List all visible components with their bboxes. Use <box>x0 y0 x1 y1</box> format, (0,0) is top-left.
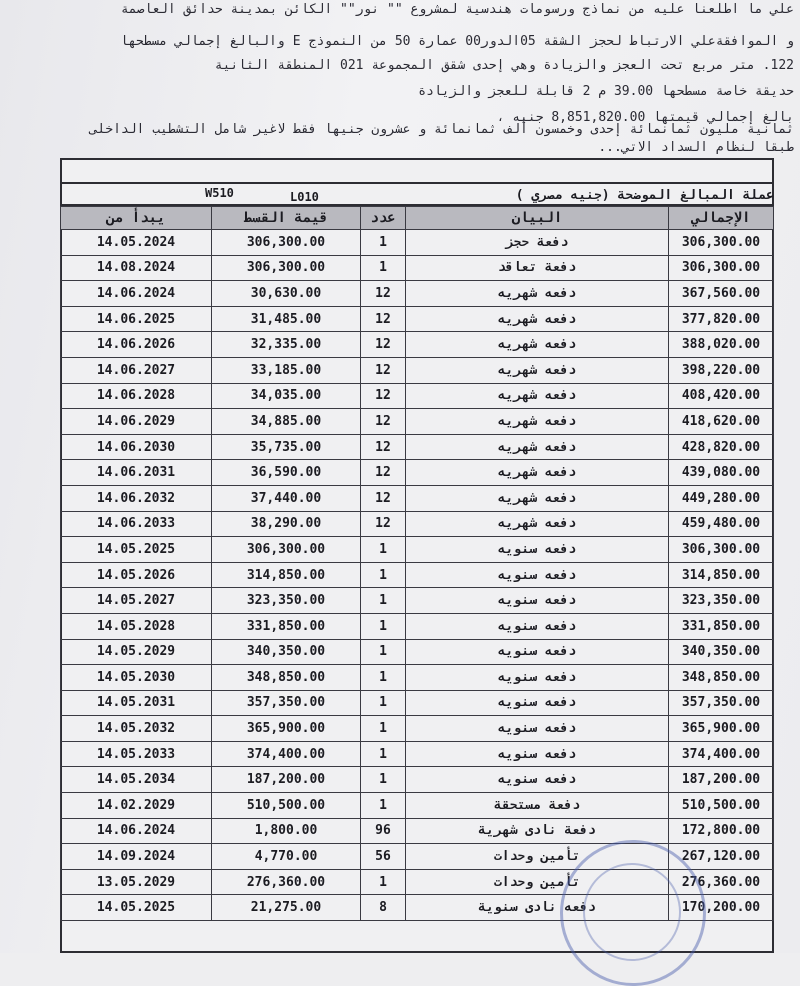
table-row <box>61 230 774 256</box>
cell-count: 12 <box>361 332 406 358</box>
cell-count: 1 <box>361 741 406 767</box>
cell-count: 56 <box>361 844 406 870</box>
cell-installment: 38,290.00 <box>212 511 361 537</box>
cell-installment: 1,800.00 <box>212 818 361 844</box>
cell-start-date: 13.05.2029 <box>61 869 212 895</box>
cell-description: دفعه سنويه <box>406 588 669 614</box>
cell-start-date: 14.09.2024 <box>61 844 212 870</box>
cell-description: دفعه شهريه <box>406 434 669 460</box>
table-row <box>61 613 774 639</box>
intro-line: طبقا لنظام السداد الاتي... <box>598 140 794 155</box>
cell-installment: 365,900.00 <box>212 716 361 742</box>
cell-start-date: 14.06.2025 <box>61 306 212 332</box>
cell-count: 12 <box>361 511 406 537</box>
cell-total: 357,350.00 <box>669 690 774 716</box>
cell-start-date: 14.08.2024 <box>61 255 212 281</box>
cell-start-date: 14.06.2027 <box>61 357 212 383</box>
cell-start-date: 14.06.2033 <box>61 511 212 537</box>
cell-description: دفعه سنويه <box>406 690 669 716</box>
intro-line: و الموافقةعلي الارتباط لحجز الشقة 05الدور00 عمارة 50 من النموذج E والبالغ إجمالي مسطحها <box>120 34 794 49</box>
cell-installment: 31,485.00 <box>212 306 361 332</box>
cell-start-date: 14.05.2030 <box>61 665 212 691</box>
cell-start-date: 14.05.2026 <box>61 562 212 588</box>
cell-description: دفعه نادى سنوية <box>406 895 669 921</box>
cell-start-date: 14.05.2033 <box>61 741 212 767</box>
table-row <box>61 793 774 819</box>
cell-start-date: 14.05.2025 <box>61 537 212 563</box>
cell-installment: 187,200.00 <box>212 767 361 793</box>
cell-description: دفعه سنويه <box>406 537 669 563</box>
cell-installment: 21,275.00 <box>212 895 361 921</box>
intro-line: 122. متر مربع تحت العجز والزيادة وهي إحدى شقق المجموعة 021 المنطقة الثانية <box>214 58 794 73</box>
cell-description: دفعه سنويه <box>406 613 669 639</box>
cell-count: 1 <box>361 793 406 819</box>
header-installment: قيمة القسط <box>212 207 361 230</box>
cell-description: تأمين وحدات <box>406 844 669 870</box>
table-row <box>61 357 774 383</box>
cell-count: 1 <box>361 613 406 639</box>
cell-installment: 510,500.00 <box>212 793 361 819</box>
table-row <box>61 409 774 435</box>
unit-code-w: W510 <box>205 186 234 200</box>
cell-description: دفعه سنويه <box>406 716 669 742</box>
cell-total: 365,900.00 <box>669 716 774 742</box>
cell-description: دفعة مستحقة <box>406 793 669 819</box>
intro-line: علي ما اطلعنا عليه من نماذج ورسومات هندسية لمشروع "" نور"" الكائن بمدينة حدائق العاصمة <box>120 2 794 17</box>
cell-description: دفعه سنويه <box>406 741 669 767</box>
cell-total: 331,850.00 <box>669 613 774 639</box>
cell-count: 96 <box>361 818 406 844</box>
cell-total: 187,200.00 <box>669 767 774 793</box>
table-row <box>61 690 774 716</box>
cell-start-date: 14.06.2031 <box>61 460 212 486</box>
cell-description: دفعة نادى شهرية <box>406 818 669 844</box>
cell-count: 1 <box>361 869 406 895</box>
cell-total: 306,300.00 <box>669 230 774 256</box>
cell-description: دفعه شهريه <box>406 332 669 358</box>
cell-total: 459,480.00 <box>669 511 774 537</box>
cell-start-date: 14.06.2024 <box>61 281 212 307</box>
table-row <box>61 511 774 537</box>
table-row <box>61 716 774 742</box>
cell-count: 12 <box>361 460 406 486</box>
cell-count: 1 <box>361 767 406 793</box>
table-row <box>61 767 774 793</box>
cell-count: 12 <box>361 409 406 435</box>
table-row <box>61 485 774 511</box>
cell-installment: 30,630.00 <box>212 281 361 307</box>
cell-description: دفعه شهريه <box>406 460 669 486</box>
cell-installment: 4,770.00 <box>212 844 361 870</box>
intro-line: ثمانية مليون ثمانمائة إحدى وخمسون ألف ثمانمائة و عشرون جنيها فقط لاغير شامل التشطيب الداخلى <box>89 122 794 137</box>
cell-description: دفعه سنويه <box>406 639 669 665</box>
cell-total: 267,120.00 <box>669 844 774 870</box>
cell-start-date: 14.06.2028 <box>61 383 212 409</box>
header-total: الإجمالي <box>669 207 774 230</box>
cell-installment: 306,300.00 <box>212 255 361 281</box>
cell-description: دفعه سنويه <box>406 665 669 691</box>
cell-start-date: 14.06.2032 <box>61 485 212 511</box>
cell-installment: 33,185.00 <box>212 357 361 383</box>
unit-code-l: L010 <box>290 190 319 204</box>
cell-count: 1 <box>361 588 406 614</box>
cell-start-date: 14.05.2031 <box>61 690 212 716</box>
cell-total: 377,820.00 <box>669 306 774 332</box>
table-row <box>61 383 774 409</box>
intro-line: بالغ إجمالي قيمتها 8,851,820.00 جنيه ، <box>496 110 794 125</box>
cell-total: 428,820.00 <box>669 434 774 460</box>
cell-total: 367,560.00 <box>669 281 774 307</box>
cell-total: 306,300.00 <box>669 255 774 281</box>
cell-start-date: 14.06.2024 <box>61 818 212 844</box>
table-row <box>61 537 774 563</box>
cell-description: دفعه شهريه <box>406 485 669 511</box>
cell-total: 314,850.00 <box>669 562 774 588</box>
cell-count: 1 <box>361 639 406 665</box>
cell-installment: 357,350.00 <box>212 690 361 716</box>
cell-total: 449,280.00 <box>669 485 774 511</box>
cell-description: دفعه شهريه <box>406 383 669 409</box>
table-row <box>61 434 774 460</box>
cell-total: 398,220.00 <box>669 357 774 383</box>
cell-total: 439,080.00 <box>669 460 774 486</box>
cell-description: دفعة حجز <box>406 230 669 256</box>
cell-count: 1 <box>361 230 406 256</box>
header-start-date: يبدأ من <box>61 207 212 230</box>
table-row <box>61 255 774 281</box>
cell-installment: 331,850.00 <box>212 613 361 639</box>
cell-installment: 34,885.00 <box>212 409 361 435</box>
table-row <box>61 741 774 767</box>
cell-count: 1 <box>361 537 406 563</box>
cell-total: 418,620.00 <box>669 409 774 435</box>
cell-installment: 34,035.00 <box>212 383 361 409</box>
cell-installment: 348,850.00 <box>212 665 361 691</box>
cell-total: 408,420.00 <box>669 383 774 409</box>
cell-installment: 306,300.00 <box>212 537 361 563</box>
cell-total: 374,400.00 <box>669 741 774 767</box>
cell-start-date: 14.05.2025 <box>61 895 212 921</box>
table-row <box>61 665 774 691</box>
cell-installment: 32,335.00 <box>212 332 361 358</box>
cell-count: 1 <box>361 562 406 588</box>
cell-count: 1 <box>361 665 406 691</box>
cell-start-date: 14.05.2024 <box>61 230 212 256</box>
table-row <box>61 818 774 844</box>
table-row <box>61 562 774 588</box>
cell-installment: 37,440.00 <box>212 485 361 511</box>
cell-count: 12 <box>361 485 406 511</box>
cell-installment: 374,400.00 <box>212 741 361 767</box>
cell-start-date: 14.05.2029 <box>61 639 212 665</box>
company-stamp <box>560 840 706 986</box>
table-row <box>61 639 774 665</box>
table-row <box>61 306 774 332</box>
cell-installment: 314,850.00 <box>212 562 361 588</box>
cell-start-date: 14.02.2029 <box>61 793 212 819</box>
cell-total: 170,200.00 <box>669 895 774 921</box>
cell-total: 323,350.00 <box>669 588 774 614</box>
cell-installment: 323,350.00 <box>212 588 361 614</box>
cell-description: دفعه شهريه <box>406 409 669 435</box>
cell-total: 348,850.00 <box>669 665 774 691</box>
cell-start-date: 14.05.2028 <box>61 613 212 639</box>
cell-description: دفعه شهريه <box>406 357 669 383</box>
cell-count: 12 <box>361 357 406 383</box>
cell-total: 276,360.00 <box>669 869 774 895</box>
cell-description: دفعه سنويه <box>406 767 669 793</box>
cell-total: 172,800.00 <box>669 818 774 844</box>
cell-count: 12 <box>361 281 406 307</box>
cell-total: 306,300.00 <box>669 537 774 563</box>
currency-label: عملة المبالغ الموضحة (جنيه مصري ) <box>515 188 774 203</box>
table-row <box>61 460 774 486</box>
cell-count: 12 <box>361 383 406 409</box>
cell-count: 1 <box>361 255 406 281</box>
cell-start-date: 14.05.2034 <box>61 767 212 793</box>
cell-start-date: 14.05.2027 <box>61 588 212 614</box>
cell-installment: 340,350.00 <box>212 639 361 665</box>
cell-start-date: 14.06.2029 <box>61 409 212 435</box>
cell-start-date: 14.05.2032 <box>61 716 212 742</box>
cell-count: 12 <box>361 434 406 460</box>
cell-description: دفعه شهريه <box>406 306 669 332</box>
table-header-row <box>61 207 774 230</box>
cell-description: دفعه شهريه <box>406 511 669 537</box>
intro-line: حديقة خاصة مسطحها 39.00 م 2 قابلة للعجز والزيادة <box>418 84 794 99</box>
cell-installment: 36,590.00 <box>212 460 361 486</box>
cell-total: 510,500.00 <box>669 793 774 819</box>
cell-description: دفعه شهريه <box>406 281 669 307</box>
cell-description: تأمين وحدات <box>406 869 669 895</box>
stamp-inner-ring <box>583 863 681 961</box>
table-row <box>61 281 774 307</box>
cell-start-date: 14.06.2026 <box>61 332 212 358</box>
payment-schedule-table <box>60 206 774 921</box>
table-row <box>61 332 774 358</box>
header-count: عدد <box>361 207 406 230</box>
cell-count: 1 <box>361 690 406 716</box>
cell-description: دفعة تعاقد <box>406 255 669 281</box>
cell-count: 1 <box>361 716 406 742</box>
cell-installment: 306,300.00 <box>212 230 361 256</box>
cell-installment: 276,360.00 <box>212 869 361 895</box>
cell-description: دفعه سنويه <box>406 562 669 588</box>
cell-total: 388,020.00 <box>669 332 774 358</box>
cell-count: 12 <box>361 306 406 332</box>
cell-start-date: 14.06.2030 <box>61 434 212 460</box>
table-row <box>61 588 774 614</box>
cell-installment: 35,735.00 <box>212 434 361 460</box>
header-description: البيان <box>406 207 669 230</box>
cell-total: 340,350.00 <box>669 639 774 665</box>
cell-count: 8 <box>361 895 406 921</box>
